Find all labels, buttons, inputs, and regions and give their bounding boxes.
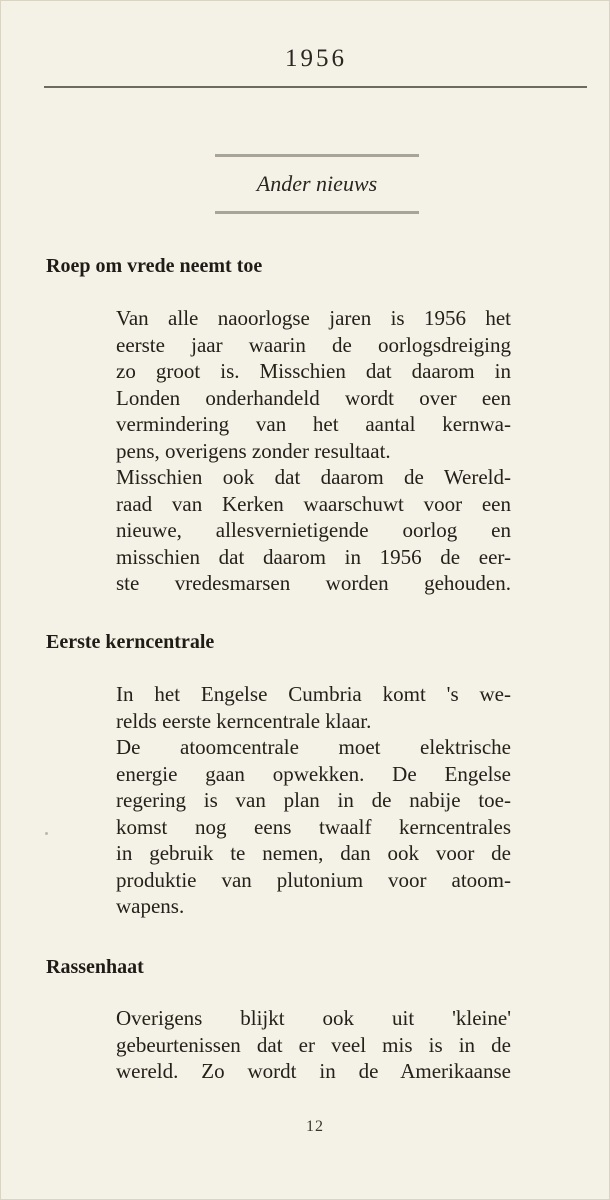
- text-line: Overigens blijkt ook uit 'kleine': [116, 1006, 511, 1030]
- text-line: ste vredesmarsen worden gehouden.: [116, 571, 511, 595]
- text-line: raad van Kerken waarschuwt voor een: [116, 491, 511, 516]
- article-heading-rassenhaat: Rassenhaat: [46, 956, 144, 978]
- article-body-kerncentrale: [116, 681, 511, 920]
- text-line: gebeurtenissen dat er veel mis is in de: [116, 1032, 511, 1057]
- text-line: wapens.: [116, 894, 185, 918]
- text-line: zo groot is. Misschien dat daarom in: [116, 359, 511, 383]
- text-line: Misschien ook dat daarom de Wereld-: [116, 465, 511, 489]
- text-line: relds eerste kerncentrale klaar.: [116, 708, 372, 733]
- header-rule: [44, 86, 587, 88]
- section-rule-top: [215, 154, 419, 157]
- text-line: Van alle naoorlogse jaren is 1956 het: [116, 306, 511, 330]
- paper-speck: [45, 832, 48, 835]
- page-header-year: 1956: [285, 45, 347, 72]
- section-rule-bottom: [215, 211, 419, 214]
- text-line: nieuwe, allesvernietigende oorlog en: [116, 518, 511, 542]
- text-line: wereld. Zo wordt in de Amerikaanse: [116, 1059, 511, 1083]
- text-line: In het Engelse Cumbria komt 's we-: [116, 682, 511, 706]
- text-line: De atoomcentrale moet elektrische: [116, 735, 511, 759]
- article-body-rassenhaat: [116, 1005, 511, 1085]
- text-line: energie gaan opwekken. De Engelse: [116, 761, 511, 786]
- section-title: Ander nieuws: [256, 171, 378, 196]
- article-body-vrede: [116, 305, 511, 597]
- text-line: eerste jaar waarin de oorlogsdreiging: [116, 332, 511, 357]
- text-line: pens, overigens zonder resultaat.: [116, 438, 391, 463]
- article-heading-vrede: Roep om vrede neemt toe: [46, 255, 263, 277]
- text-line: in gebruik te nemen, dan ook voor de: [116, 841, 511, 865]
- text-line: vermindering van het aantal kernwa-: [116, 412, 511, 436]
- text-line: produktie van plutonium voor atoom-: [116, 867, 511, 892]
- text-line: komst nog eens twaalf kerncentrales: [116, 814, 511, 839]
- page-number: 12: [306, 1118, 324, 1135]
- text-line: misschien dat daarom in 1956 de eer-: [116, 544, 511, 569]
- text-line: regering is van plan in de nabije toe-: [116, 788, 511, 812]
- article-heading-kerncentrale: Eerste kerncentrale: [46, 631, 215, 653]
- text-line: Londen onderhandeld wordt over een: [116, 385, 511, 410]
